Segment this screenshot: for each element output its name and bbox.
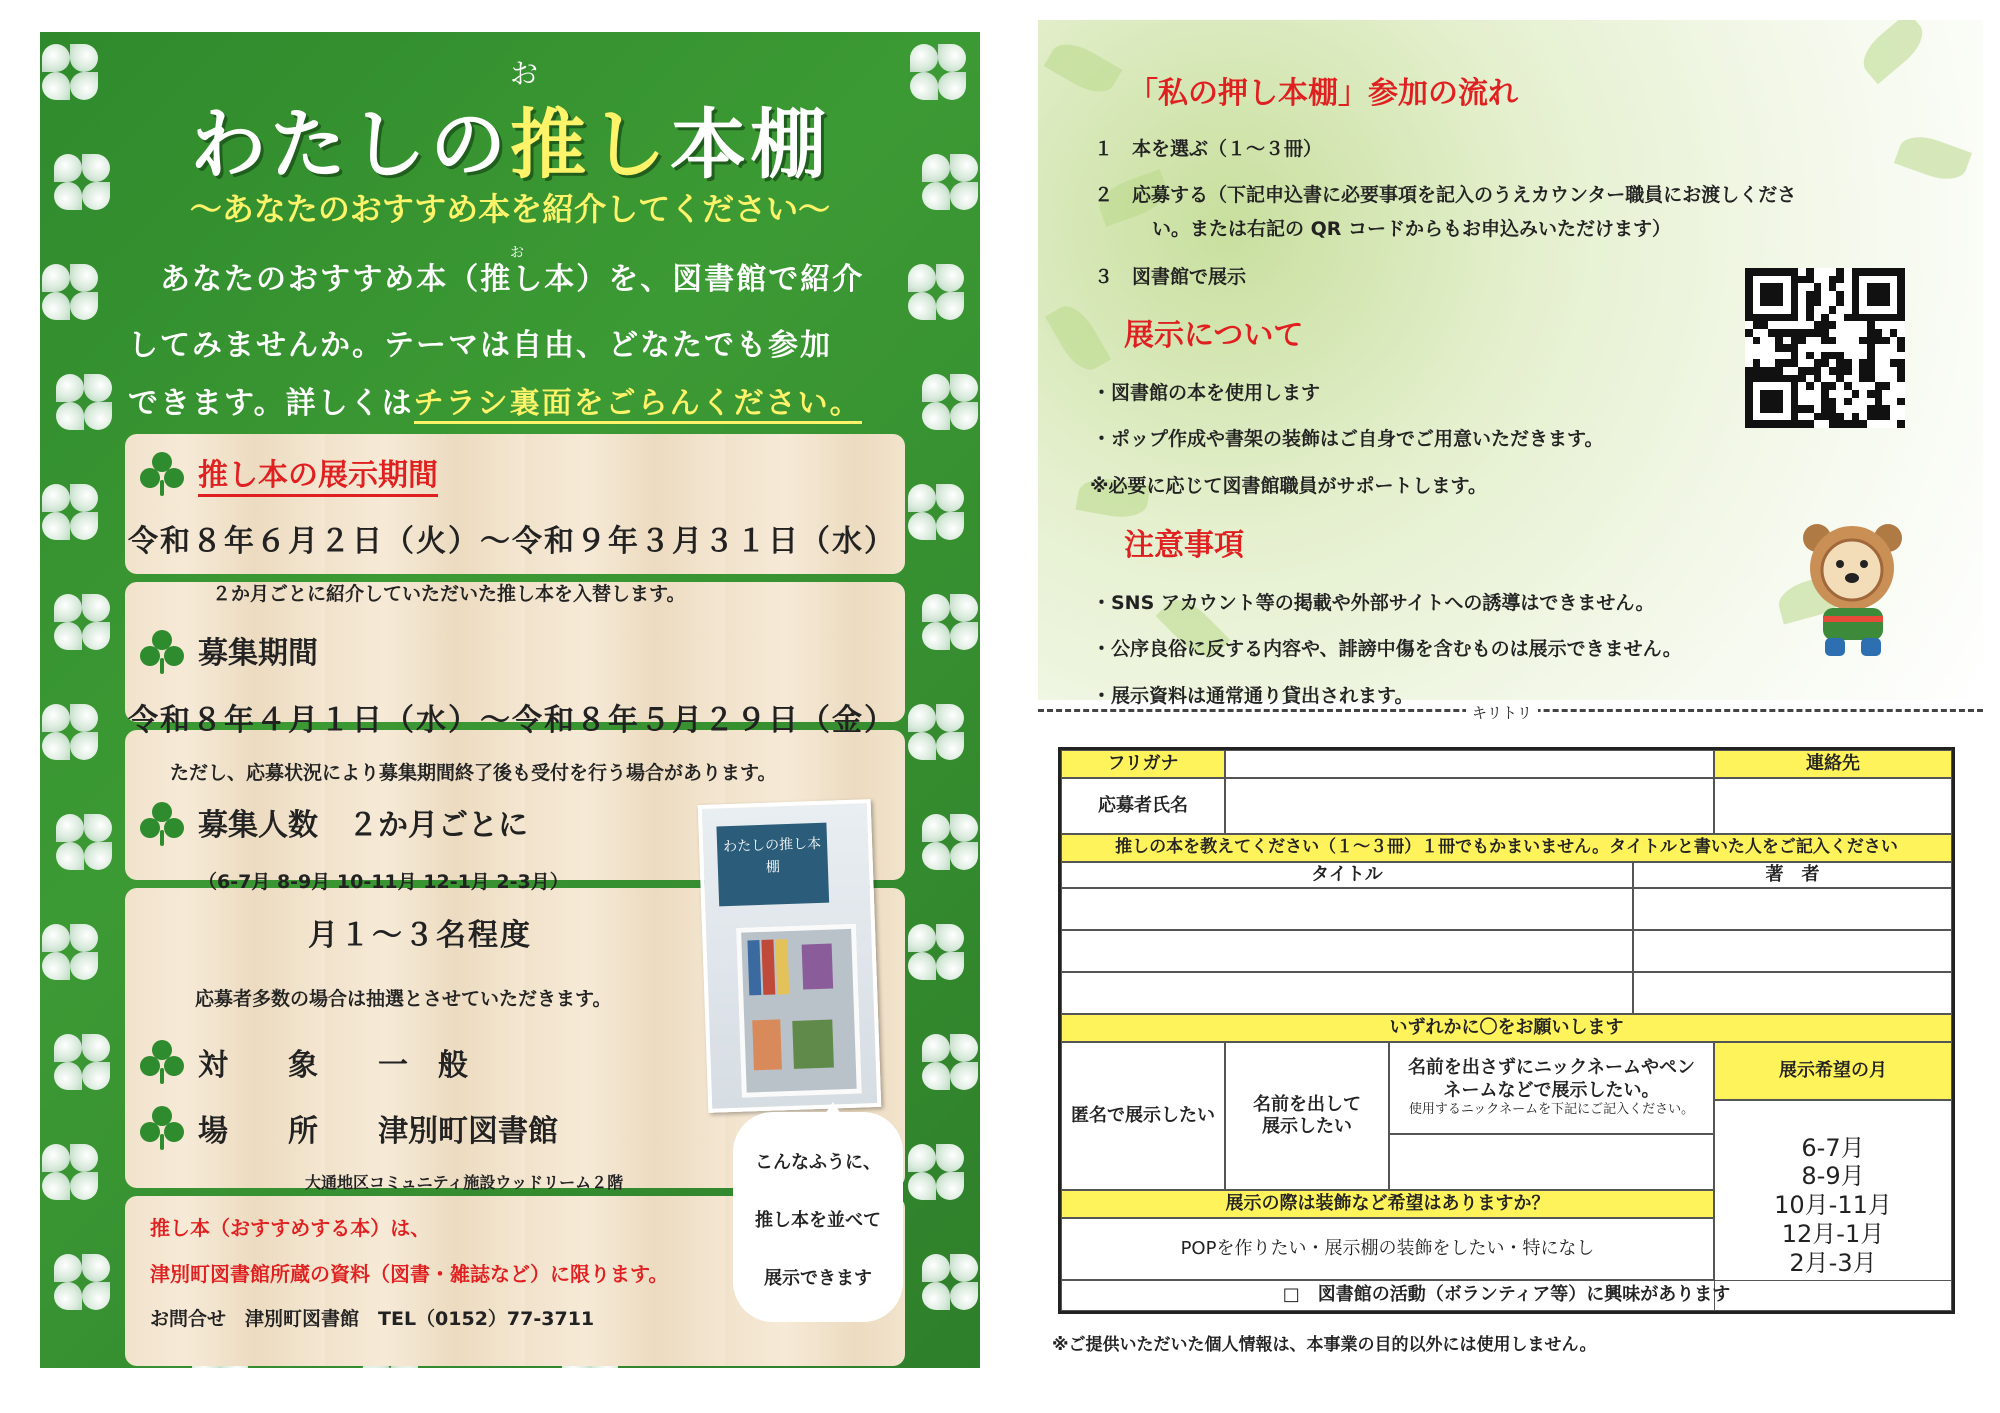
flow-step-1: １ 本を選ぶ（１～３冊） [1094,138,1323,160]
name-field[interactable] [1225,778,1714,834]
month-label: 展示希望の月 [1714,1042,1952,1100]
qr-code[interactable] [1745,268,1905,428]
furigana-label: フリガナ [1061,750,1225,778]
title-field-1[interactable] [1061,888,1633,930]
title-part-a: わたしの [190,100,510,189]
shamrock-icon [140,1106,184,1150]
sample-shelf-photo [698,799,882,1113]
month-option[interactable]: 2月-3月 [1789,1248,1877,1277]
clover-icon [906,702,966,762]
count-months: （6-7月 8-9月 10-11月 12-1月 2-3月） [198,871,569,893]
author-field-2[interactable] [1633,930,1952,972]
contact-label: 連絡先 [1714,750,1952,778]
intro-line-3 [128,378,862,422]
display-line-3: ※必要に応じて図書館職員がサポートします。 [1090,475,1487,497]
clover-icon [920,592,980,652]
volunteer-checkbox[interactable]: □ 図書館の活動（ボランティア等）に興味があります [1061,1280,1952,1311]
month-option[interactable]: 8-9月 [1801,1162,1865,1191]
decoration-question: 展示の際は装飾など希望はありますか？ [1061,1190,1714,1218]
notice-red-1: 推し本（おすすめする本）は、 [150,1216,431,1240]
author-field-3[interactable] [1633,972,1952,1014]
clover-icon [920,1252,980,1312]
shamrock-icon [140,630,184,674]
caution-heading: 注意事項 [1124,528,1244,563]
bubble-line-3: 展示できます [764,1268,872,1289]
clover-icon [920,812,980,872]
shamrock-icon [140,802,184,846]
clover-icon [40,922,100,982]
page-title [40,84,980,193]
place-heading: 場 所 津別町図書館 [198,1114,558,1149]
title-column-header: タイトル [1061,862,1633,888]
intro-line-3a: できます。詳しくは [128,386,414,421]
recruit-dates: 令和８年４月１日（水）～令和８年５月２９日（金） [128,703,896,738]
application-form [1058,747,1955,1314]
shamrock-icon [140,452,184,496]
clover-icon [40,482,100,542]
clover-icon [40,702,100,762]
furigana-field[interactable] [1225,750,1714,778]
clover-icon [40,1142,100,1202]
month-option[interactable]: 6-7月 [1801,1133,1865,1162]
caution-line-2: ・公序良俗に反する内容や、誹謗中傷を含むものは展示できません。 [1092,638,1682,660]
clover-icon [906,262,966,322]
title-field-2[interactable] [1061,930,1633,972]
leaf-decoration [1894,129,1972,187]
clover-icon [52,1032,112,1092]
display-heading: 展示について [1124,318,1304,353]
photo-sign: わたしの推し本棚 [716,823,829,907]
place-note: 大通地区コミュニティ施設ウッドリーム２階 [305,1173,624,1192]
subtitle: ～あなたのおすすめ本を紹介してください～ [189,190,831,228]
caution-line-1: ・SNS アカウント等の掲載や外部サイトへの誘導はできません。 [1092,592,1655,614]
title-ruby: お [510,57,539,90]
contact-field[interactable] [1714,778,1952,834]
speech-bubble [733,1112,903,1322]
exhibit-note: ２か月ごとに紹介していただいた推し本を入替します。 [212,583,686,605]
bubble-line-1: こんなふうに、 [755,1152,881,1173]
display-line-2: ・ポップ作成や書架の装飾はご自身でご用意いただきます。 [1092,428,1604,450]
intro-ruby: お [510,245,524,261]
leaf-decoration [1045,299,1111,378]
book-request-label: 推しの本を教えてください（１～３冊）１冊でもかまいません。タイトルと書いた人をご記入ください [1061,834,1952,862]
caution-line-3: ・展示資料は通常通り貸出されます。 [1092,685,1414,707]
intro-link-text: チラシ裏面をごらんください。 [414,386,862,424]
choose-label: いずれかに〇をお願いします [1061,1014,1952,1042]
clover-icon [52,592,112,652]
nickname-hint: 使用するニックネームを下記にご記入ください。 [1408,1102,1695,1118]
intro-line-1: あなたのおすすめ本（推し本）を、図書館で紹介 [160,262,865,297]
option-nickname[interactable] [1389,1042,1714,1134]
contact-info: お問合せ 津別町図書館 TEL（0152）77-3711 [150,1308,595,1330]
recruit-heading: 募集期間 [198,636,318,671]
clover-icon [906,482,966,542]
privacy-note: ※ご提供いただいた個人情報は、本事業の目的以外には使用しません。 [1052,1335,1597,1355]
notice-red-2: 津別町図書館所蔵の資料（図書・雑誌など）に限ります。 [150,1262,669,1286]
clover-icon [906,1142,966,1202]
left-flyer [40,32,980,1368]
name-label: 応募者氏名 [1061,778,1225,834]
display-line-1: ・図書館の本を使用します [1092,382,1321,404]
count-heading: 募集人数 ２か月ごとに [198,808,528,843]
exhibit-dates: 令和８年６月２日（火）～令和９年３月３１日（水） [128,524,896,559]
leaf-decoration [1855,20,1932,84]
author-column-header: 著 者 [1633,862,1952,888]
author-field-1[interactable] [1633,888,1952,930]
target-heading: 対 象 一 般 [198,1048,468,1083]
nickname-text: 名前を出さずにニックネームやペンネームなどで展示したい。 [1407,1057,1696,1101]
cut-label: キリトリ [1466,702,1538,723]
leaf-decoration [1044,35,1123,101]
clover-icon [40,262,100,322]
month-option[interactable]: 10月-11月 [1774,1191,1892,1220]
flow-heading: 「私の押し本棚」参加の流れ [1128,76,1518,111]
intro-line-2: してみませんか。テーマは自由、どなたでも参加 [128,328,832,363]
clover-icon [54,372,114,432]
bear-mascot-icon [1795,520,1910,660]
title-part-c: 本棚 [670,100,830,189]
count-per-month: 月１～３名程度 [308,918,532,953]
flow-step-3: ３ 図書館で展示 [1094,266,1247,288]
option-named[interactable]: 名前を出して展示したい [1225,1042,1389,1190]
flow-step-2b: い。または右記の QR コードからもお申込みいただけます） [1152,218,1672,240]
nickname-field[interactable] [1389,1134,1714,1190]
bubble-line-2: 推し本を並べて [755,1210,881,1231]
clover-icon [920,1032,980,1092]
photo-shelf [736,924,862,1098]
clover-icon [54,812,114,872]
exhibit-heading: 推し本の展示期間 [198,450,438,497]
flow-step-2a: ２ 応募する（下記申込書に必要事項を記入のうえカウンター職員にお渡しくださ [1094,184,1797,206]
count-note: 応募者多数の場合は抽選とさせていただきます。 [195,988,612,1010]
month-option[interactable]: 12月-1月 [1781,1219,1885,1248]
shamrock-icon [140,1040,184,1084]
title-field-3[interactable] [1061,972,1633,1014]
clover-icon [920,372,980,432]
option-anonymous[interactable]: 匿名で展示したい [1061,1042,1225,1190]
recruit-note: ただし、応募状況により募集期間終了後も受付を行う場合があります。 [170,762,777,784]
decoration-options[interactable]: POPを作りたい・展示棚の装飾をしたい・特になし [1061,1218,1714,1280]
title-part-b: 推し [510,100,670,189]
clover-icon [52,1252,112,1312]
clover-icon [906,922,966,982]
